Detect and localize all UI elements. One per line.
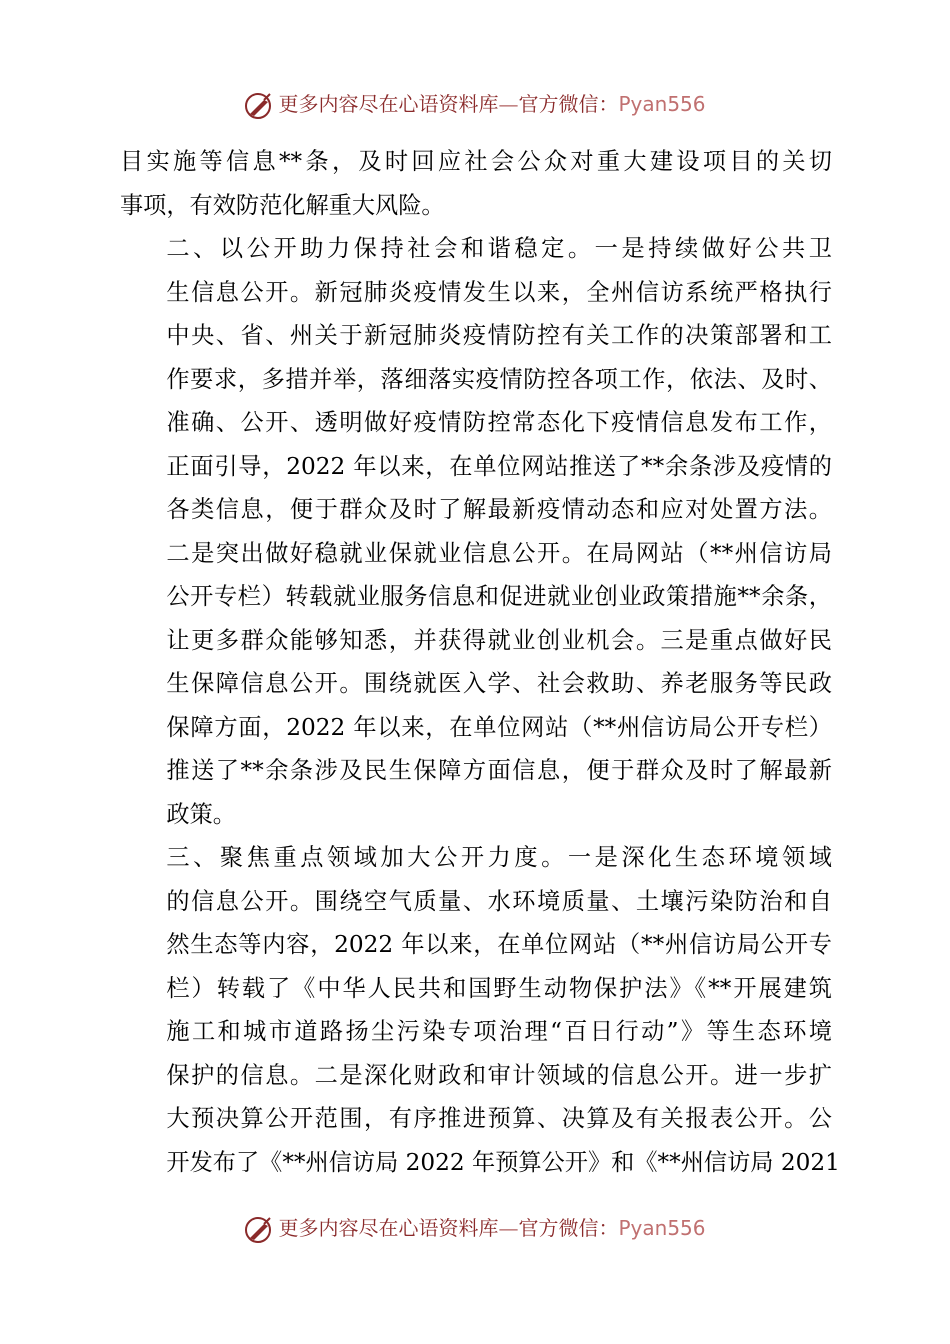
header-banner xyxy=(0,89,950,120)
banner-separator: — xyxy=(498,1216,519,1240)
text-line: 开发布了《**州信访局 2022 年预算公开》和《**州信访局 2021 xyxy=(166,1148,840,1176)
document-body xyxy=(120,140,840,1184)
text-line: 目实施等信息**条，及时回应社会公众对重大建设项目的关切 xyxy=(120,148,832,175)
banner-wechat-id: Pyan556 xyxy=(618,1216,706,1240)
text-line: 生保障信息公开。围绕就医入学、社会救助、养老服务等民政 xyxy=(166,670,832,697)
text-line: 准确、公开、透明做好疫情防控常态化下疫情信息发布工作， xyxy=(166,409,832,436)
paragraph-2 xyxy=(120,227,832,836)
text-line: 生信息公开。新冠肺炎疫情发生以来，全州信访系统严格执行 xyxy=(166,278,832,306)
banner-wechat-label: 官方微信： xyxy=(518,92,619,116)
text-line: 事项，有效防范化解重大风险。 xyxy=(120,191,445,219)
text-line: 公开专栏）转载就业服务信息和促进就业创业政策措施**余条， xyxy=(166,583,832,610)
banner-wechat-id: Pyan556 xyxy=(618,92,706,116)
text-line: 的信息公开。围绕空气质量、水环境质量、土壤污染防治和自 xyxy=(166,887,832,915)
text-line: 保护的信息。二是深化财政和审计领域的信息公开。进一步扩 xyxy=(166,1061,832,1089)
text-line: 二是突出做好稳就业保就业信息公开。在局网站（**州信访局 xyxy=(166,539,832,567)
text-line: 三、聚焦重点领域加大公开力度。一是深化生态环境领域 xyxy=(166,844,832,871)
text-line: 正面引导，2022 年以来，在单位网站推送了**余条涉及疫情的 xyxy=(166,452,832,480)
text-line: 作要求，多措并举，落细落实疫情防控各项工作，依法、及时、 xyxy=(166,365,832,393)
text-line: 然生态等内容，2022 年以来，在单位网站（**州信访局公开专 xyxy=(166,931,832,958)
text-line: 推送了**余条涉及民生保障方面信息，便于群众及时了解最新 xyxy=(166,757,832,784)
paragraph-3 xyxy=(120,836,840,1184)
pen-logo-icon xyxy=(244,1216,274,1244)
pen-logo-icon xyxy=(244,92,274,120)
banner-separator: — xyxy=(498,92,519,116)
banner-site-name: 更多内容尽在心语资料库 xyxy=(278,92,499,116)
banner-wechat-label: 官方微信： xyxy=(518,1216,619,1240)
text-line: 中央、省、州关于新冠肺炎疫情防控有关工作的决策部署和工 xyxy=(166,322,832,349)
text-line: 二、以公开助力保持社会和谐稳定。一是持续做好公共卫 xyxy=(166,235,832,262)
text-line: 让更多群众能够知悉，并获得就业创业机会。三是重点做好民 xyxy=(166,626,832,654)
footer-banner xyxy=(0,1213,950,1244)
text-line: 施工和城市道路扬尘污染专项治理“百日行动”》等生态环境 xyxy=(166,1018,832,1045)
text-line: 栏）转载了《中华人民共和国野生动物保护法》《**开展建筑 xyxy=(166,974,832,1002)
banner-site-name: 更多内容尽在心语资料库 xyxy=(278,1216,499,1240)
text-line: 各类信息，便于群众及时了解最新疫情动态和应对处置方法。 xyxy=(166,496,832,523)
text-line: 保障方面，2022 年以来，在单位网站（**州信访局公开专栏） xyxy=(166,713,832,741)
paragraph-1 xyxy=(120,140,832,227)
text-line: 大预决算公开范围，有序推进预算、决算及有关报表公开。公 xyxy=(166,1105,832,1132)
text-line: 政策。 xyxy=(166,800,236,828)
